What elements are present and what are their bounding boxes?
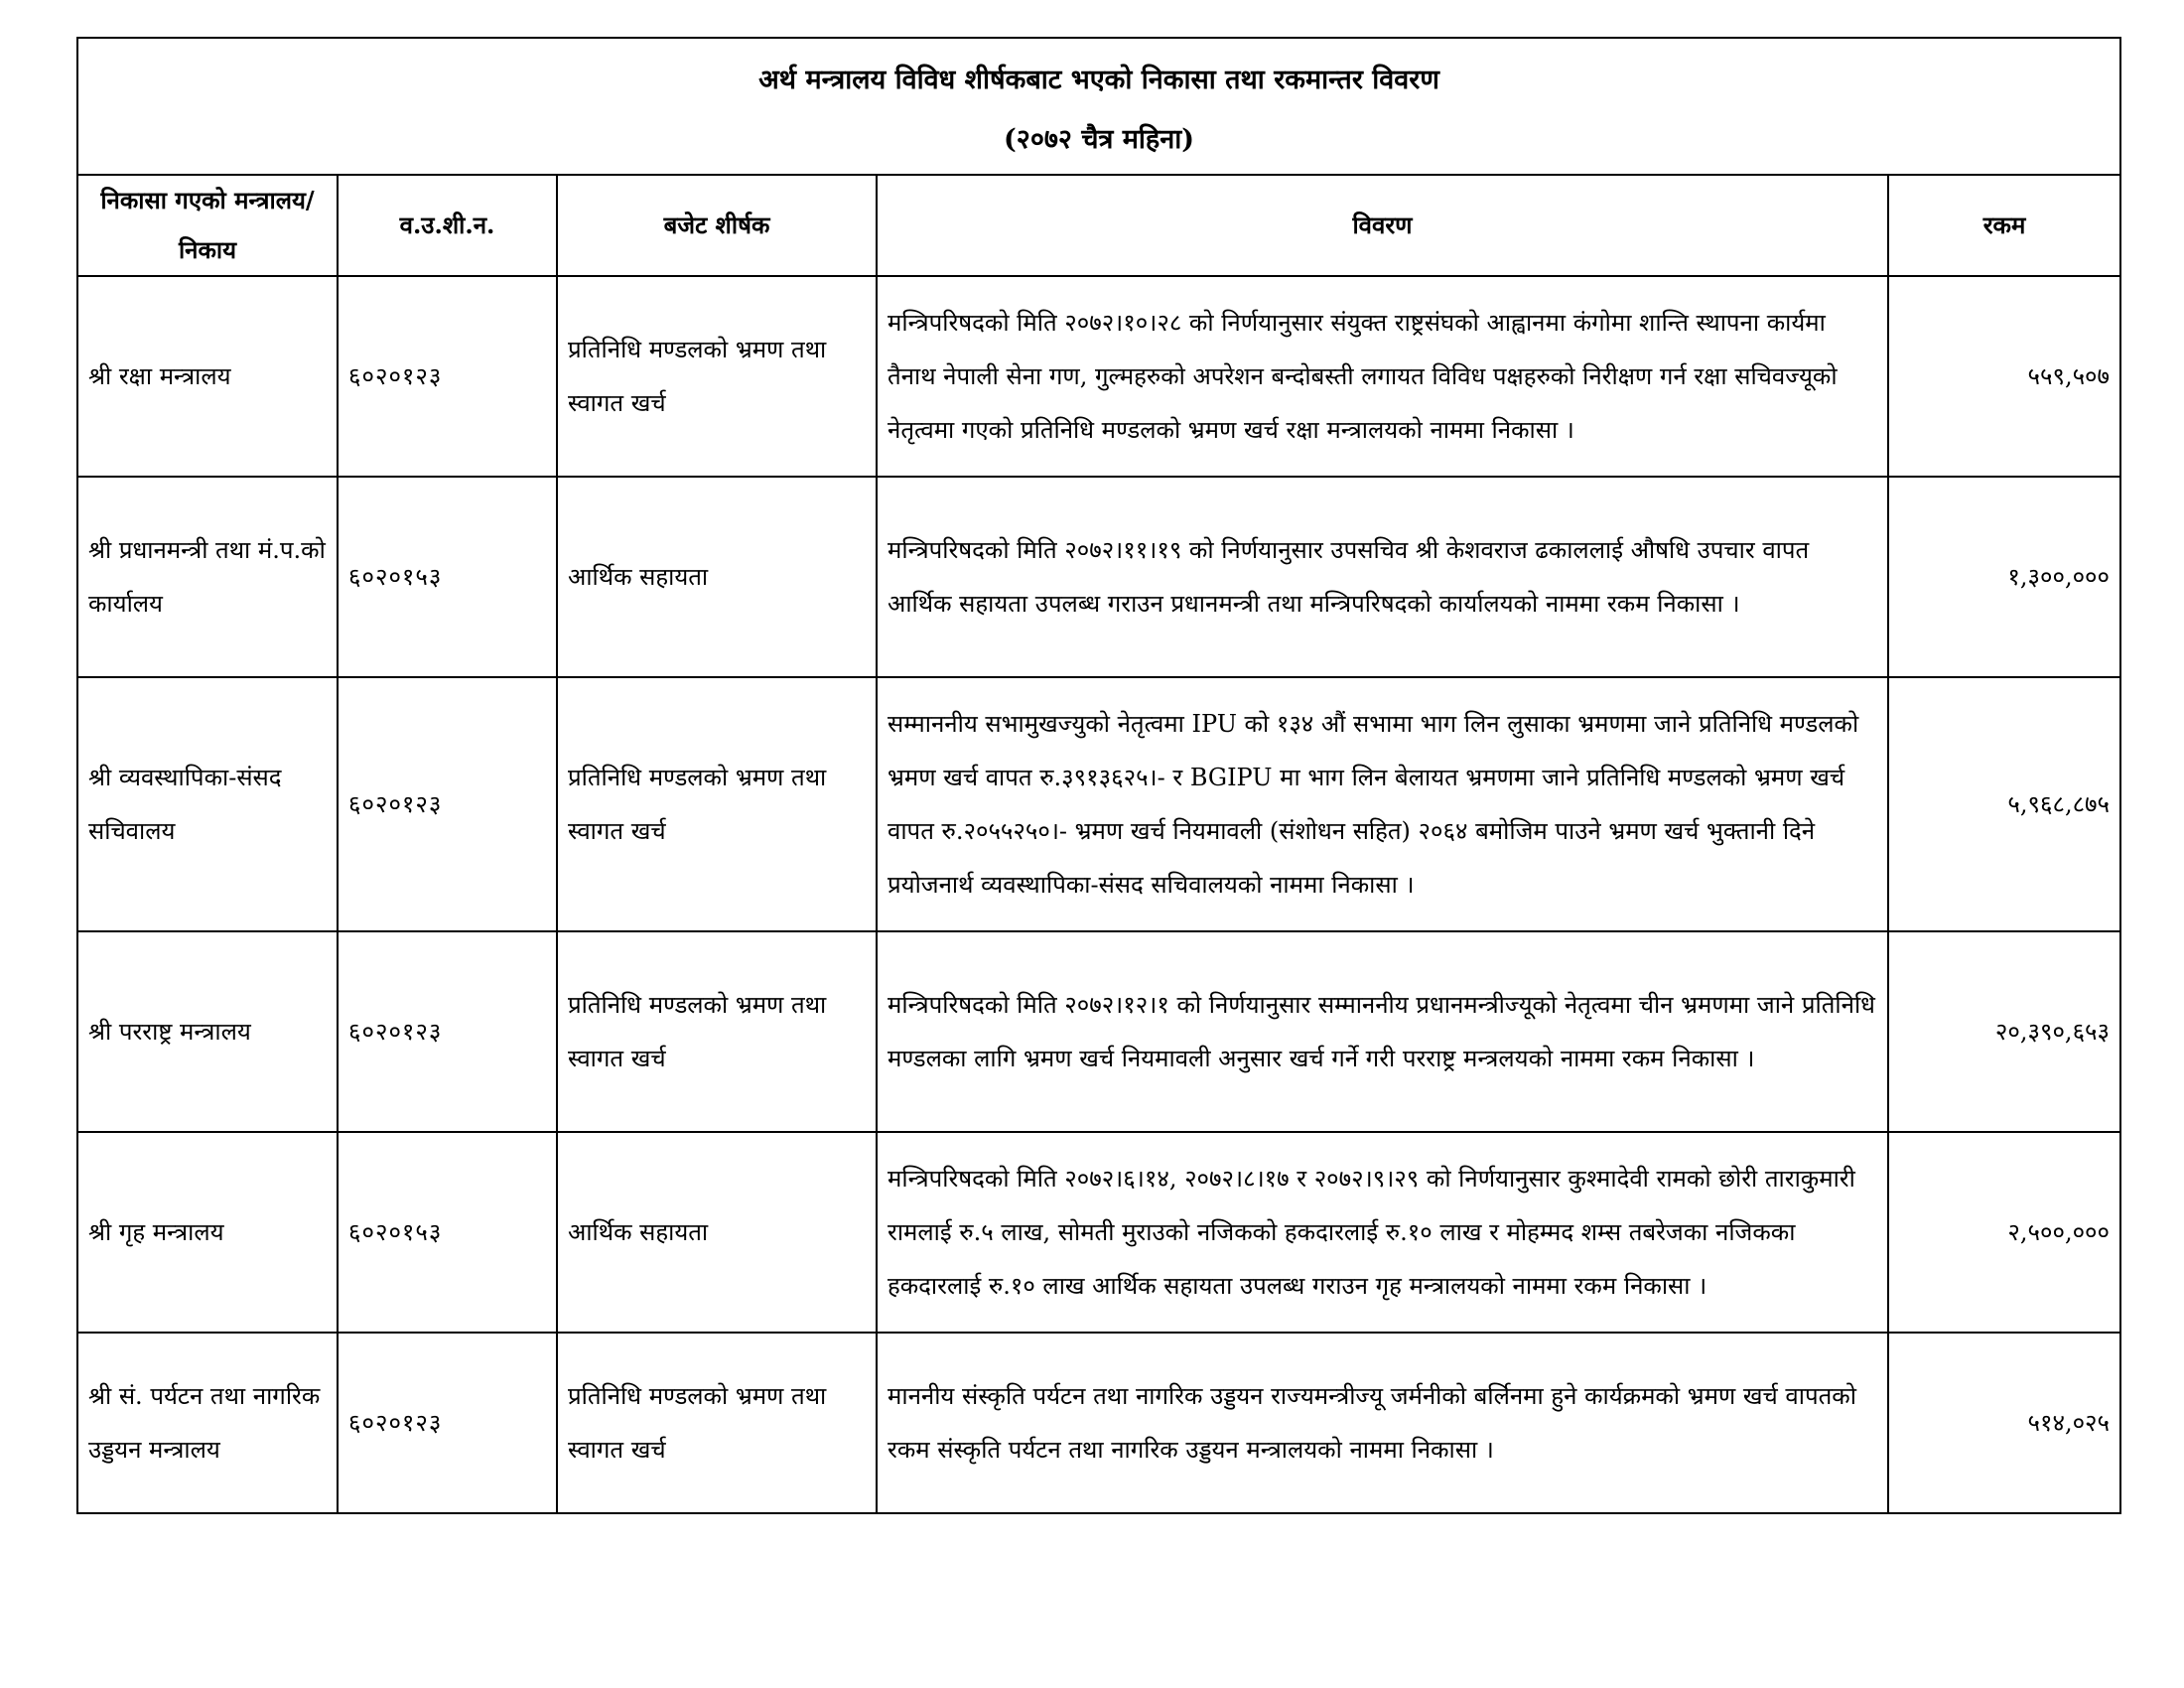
header-amount: रकम [1888, 175, 2120, 276]
code-cell: ६०२०१२३ [338, 931, 557, 1132]
office-cell: श्री सं. पर्यटन तथा नागरिक उड्डयन मन्त्रालय [77, 1333, 338, 1513]
table-row [77, 477, 2120, 677]
budget-head-cell: प्रतिनिधि मण्डलको भ्रमण तथा स्वागत खर्च [557, 677, 877, 931]
table-row [77, 677, 2120, 931]
code-cell: ६०२०१५३ [338, 1132, 557, 1333]
amount-cell: ५,९६८,८७५ [1888, 677, 2120, 931]
description-cell: मन्त्रिपरिषदको मिति २०७२।१२।१ को निर्णयानुसार सम्माननीय प्रधानमन्त्रीज्यूको नेतृत्वमा चीन भ्रमणमा जाने प्रतिनिधि मण्डलका लागि भ्रमण खर्च नियमावली अनुसार खर्च गर्ने गरी परराष्ट्र मन्त्रलयको नाममा रकम निकासा । [877, 931, 1888, 1132]
amount-cell: २०,३९०,६५३ [1888, 931, 2120, 1132]
amount-cell: ५१४,०२५ [1888, 1333, 2120, 1513]
budget-head-cell: प्रतिनिधि मण्डलको भ्रमण तथा स्वागत खर्च [557, 276, 877, 477]
office-cell: श्री व्यवस्थापिका-संसद सचिवालय [77, 677, 338, 931]
document-title: अर्थ मन्त्रालय विविध शीर्षकबाट भएको निकासा तथा रकमान्तर विवरण [758, 65, 1439, 95]
office-cell: श्री प्रधानमन्त्री तथा मं.प.को कार्यालय [77, 477, 338, 677]
header-row [77, 175, 2120, 276]
code-cell: ६०२०१२३ [338, 677, 557, 931]
code-cell: ६०२०१५३ [338, 477, 557, 677]
document-page [76, 37, 2119, 1514]
office-cell: श्री गृह मन्त्रालय [77, 1132, 338, 1333]
header-code: व.उ.शी.न. [338, 175, 557, 276]
amount-cell: ५५९,५०७ [1888, 276, 2120, 477]
budget-head-cell: आर्थिक सहायता [557, 477, 877, 677]
budget-head-cell: आर्थिक सहायता [557, 1132, 877, 1333]
description-cell: मन्त्रिपरिषदको मिति २०७२।१०।२८ को निर्णयानुसार संयुक्त राष्ट्रसंघको आह्वानमा कंगोमा शान्ति स्थापना कार्यमा तैनाथ नेपाली सेना गण, गुल्महरुको अपरेशन बन्दोबस्ती लगायत विविध पक्षहरुको निरीक्षण गर्न रक्षा सचिवज्यूको नेतृत्वमा गएको प्रतिनिधि मण्डलको भ्रमण खर्च रक्षा मन्त्रालयको नाममा निकासा । [877, 276, 1888, 477]
disbursement-table [76, 37, 2121, 1514]
budget-head-cell: प्रतिनिधि मण्डलको भ्रमण तथा स्वागत खर्च [557, 1333, 877, 1513]
document-subtitle: (२०७२ चैत्र महिना) [1004, 124, 1195, 155]
amount-cell: १,३००,००० [1888, 477, 2120, 677]
header-office: निकासा गएको मन्त्रालय/निकाय [77, 175, 338, 276]
header-description: विवरण [877, 175, 1888, 276]
title-row [77, 38, 2120, 175]
table-row [77, 1132, 2120, 1333]
description-cell: माननीय संस्कृति पर्यटन तथा नागरिक उड्डयन राज्यमन्त्रीज्यू जर्मनीको बर्लिनमा हुने कार्यक्रमको भ्रमण खर्च वापतको रकम संस्कृति पर्यटन तथा नागरिक उड्डयन मन्त्रालयको नाममा निकासा । [877, 1333, 1888, 1513]
table-row [77, 276, 2120, 477]
description-cell: मन्त्रिपरिषदको मिति २०७२।११।१९ को निर्णयानुसार उपसचिव श्री केशवराज ढकाललाई औषधि उपचार वापत आर्थिक सहायता उपलब्ध गराउन प्रधानमन्त्री तथा मन्त्रिपरिषदको कार्यालयको नाममा रकम निकासा । [877, 477, 1888, 677]
office-cell: श्री परराष्ट्र मन्त्रालय [77, 931, 338, 1132]
description-cell: मन्त्रिपरिषदको मिति २०७२।६।१४, २०७२।८।१७ र २०७२।९।२९ को निर्णयानुसार कुश्मादेवी रामको छोरी ताराकुमारी रामलाई रु.५ लाख, सोमती मुराउको नजिकको हकदारलाई रु.१० लाख र मोहम्मद शम्स तबरेजका नजिकका हकदारलाई रु.१० लाख आर्थिक सहायता उपलब्ध गराउन गृह मन्त्रालयको नाममा रकम निकासा । [877, 1132, 1888, 1333]
table-row [77, 1333, 2120, 1513]
description-cell: सम्माननीय सभामुखज्युको नेतृत्वमा IPU को १३४ औं सभामा भाग लिन लुसाका भ्रमणमा जाने प्रतिनिधि मण्डलको भ्रमण खर्च वापत रु.३९१३६२५।- र BGIPU मा भाग लिन बेलायत भ्रमणमा जाने प्रतिनिधि मण्डलको भ्रमण खर्च वापत रु.२०५५२५०।- भ्रमण खर्च नियमावली (संशोधन सहित) २०६४ बमोजिम पाउने भ्रमण खर्च भुक्तानी दिने प्रयोजनार्थ व्यवस्थापिका-संसद सचिवालयको नाममा निकासा । [877, 677, 1888, 931]
code-cell: ६०२०१२३ [338, 276, 557, 477]
code-cell: ६०२०१२३ [338, 1333, 557, 1513]
amount-cell: २,५००,००० [1888, 1132, 2120, 1333]
budget-head-cell: प्रतिनिधि मण्डलको भ्रमण तथा स्वागत खर्च [557, 931, 877, 1132]
header-budget-head: बजेट शीर्षक [557, 175, 877, 276]
table-row [77, 931, 2120, 1132]
title-cell [77, 38, 2120, 175]
office-cell: श्री रक्षा मन्त्रालय [77, 276, 338, 477]
